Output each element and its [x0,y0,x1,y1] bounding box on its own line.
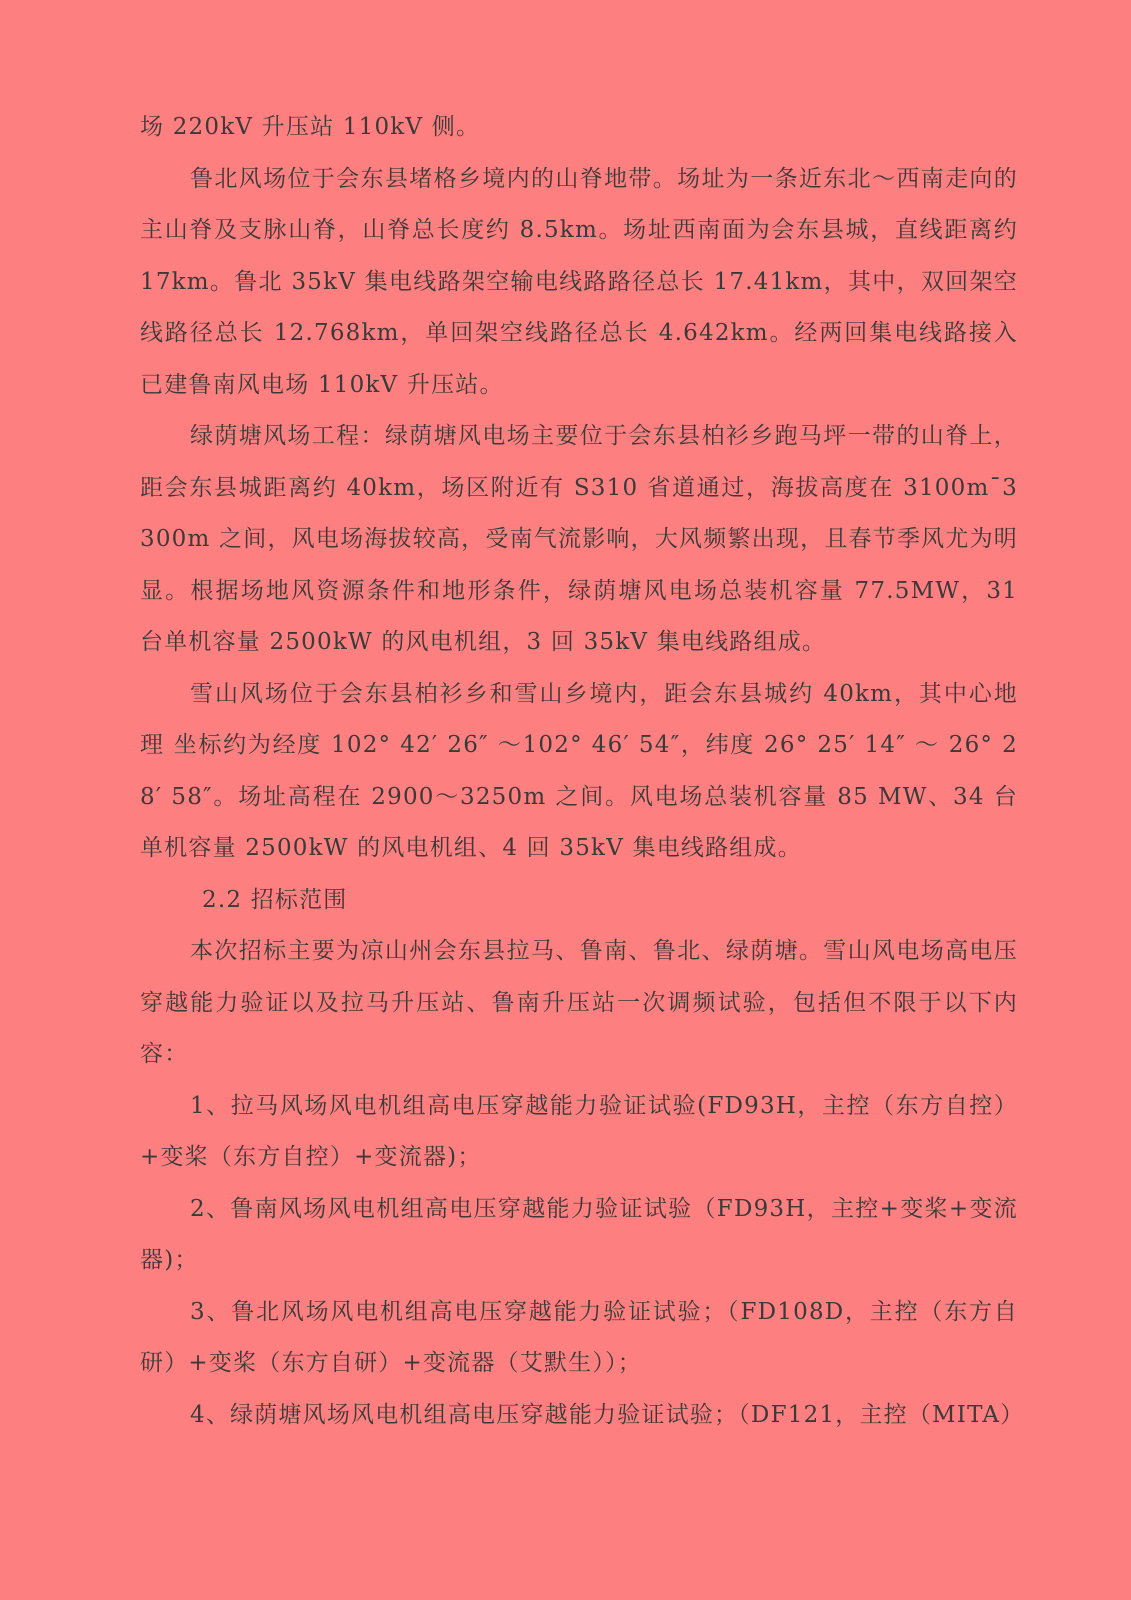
paragraph-xueshan-wind-farm: 雪山风场位于会东县柏衫乡和雪山乡境内，距会东县城约 40km，其中心地理 坐标约为经度 102° 42′ 26″ ～102° 46′ 54″，纬度 26° 25′ 14″ ～ 26° 28′ 58″。场址高程在 2900～3250m 之间。风电场总装机容量 85 MW、34 台单机容量 2500kW 的风电机组、4 回 35kV 集电线路组成。 [140,680,1018,861]
list-item-1: 1、拉马风场风电机组高电压穿越能力验证试验(FD93H，主控（东方自控）+变桨（东方自控）+变流器)； [140,1092,1018,1170]
paragraph-lubei-wind-farm: 鲁北风场位于会东县堵格乡境内的山脊地带。场址为一条近东北～西南走向的主山脊及支脉山脊，山脊总长度约 8.5km。场址西南面为会东县城，直线距离约 17km。鲁北 35kV 集电线路架空输电线路路径总长 17.41km，其中，双回架空线路径总长 12.768km，单回架空线路径总长 4.642km。经两回集电线路接入已建鲁南风电场 110kV 升压站。 [140,165,1018,398]
paragraph-lvyintang-wind-farm: 绿荫塘风场工程：绿荫塘风电场主要位于会东县柏衫乡跑马坪一带的山脊上，距会东县城距离约 40km，场区附近有 S310 省道通过，海拔高度在 3100m¯3300m 之间，风电场海拔较高，受南气流影响，大风频繁出现，且春节季风尤为明显。根据场地风资源条件和地形条件，绿荫塘风电场总装机容量 77.5MW，31 台单机容量 2500kW 的风电机组，3 回 35kV 集电线路组成。 [140,423,1018,655]
paragraph-continuation: 场 220kV 升压站 110kV 侧。 [140,114,481,140]
list-item-2: 2、鲁南风场风电机组高电压穿越能力验证试验（FD93H，主控+变桨+变流器)； [140,1195,1018,1273]
paragraph-bid-scope: 本次招标主要为凉山州会东县拉马、鲁南、鲁北、绿荫塘。雪山风电场高电压穿越能力验证以及拉马升压站、鲁南升压站一次调频试验，包括但不限于以下内容： [140,938,1018,1067]
document-body [140,102,1025,1441]
list-item-4: 4、绿荫塘风场风电机组高电压穿越能力验证试验；（DF121，主控（MITA） [190,1401,1025,1428]
list-item-3: 3、鲁北风场风电机组高电压穿越能力验证试验；（FD108D，主控（东方自研）+变桨（东方自研）+变流器（艾默生））； [140,1298,1018,1376]
section-heading: 2.2 招标范围 [202,886,348,913]
